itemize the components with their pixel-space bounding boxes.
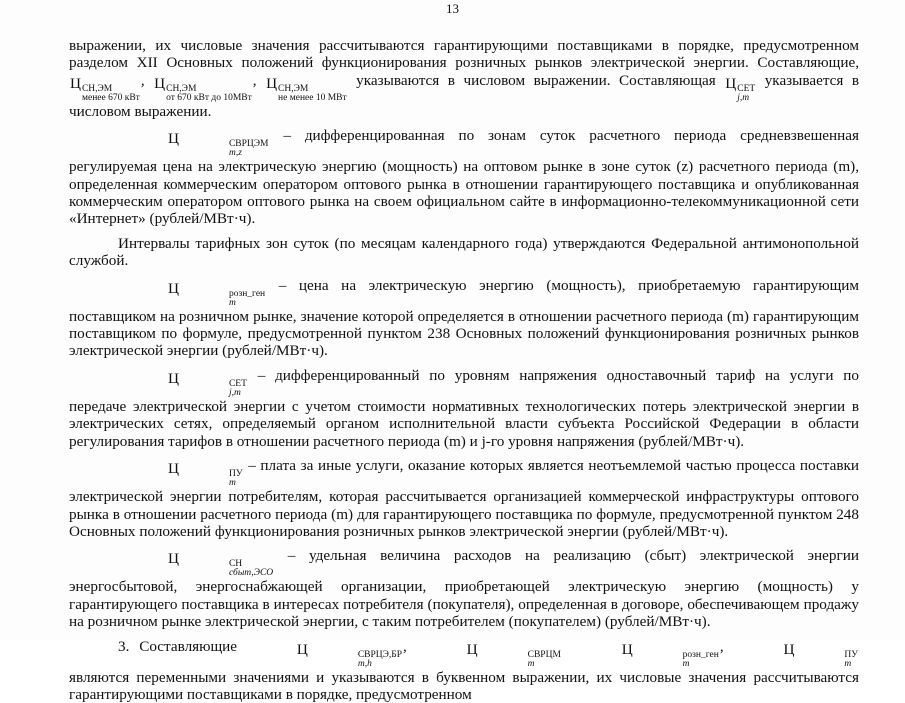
paragraph-text: 3. Составляющие <box>118 637 238 655</box>
paragraph-text: – дифференцированный по уровням напряжения одноставочный тариф на услуги по передаче электрической энергии с учетом стоимости нормативных технологических потерь электрической энергии в электрических сетях, определяемый органом исполнительной власти субъекта Российской Федерации в области регулирования тарифов в отношении расчетного периода (m) и j-го уровня напряжения (рублей/МВт·ч). <box>69 366 859 450</box>
formula-symbol: Ц ПУ m <box>168 460 243 489</box>
formula-symbol: Ц СН,ЭМ не менее 10 МВт <box>266 74 347 103</box>
definition-paragraph <box>69 277 859 360</box>
formula-symbol: Ц СВРЦЭМ m,z <box>168 130 269 159</box>
formula-symbol: Ц розн_ген m <box>621 640 719 669</box>
page-number: 13 <box>446 1 459 16</box>
document-body <box>69 37 859 703</box>
paragraph-text: выражении, их числовые значения рассчитываются гарантирующими поставщиками в порядке, предусмотренном разделом XII Основных положений функционирования розничных рынков электрической энергии. Составляющие, <box>69 37 859 72</box>
paragraph-text: указываются в числовом выражении. Составляющая <box>356 71 716 89</box>
formula-symbol: Ц СН сбыт,ЭСО <box>168 550 274 579</box>
paragraph-text: указывается в числовом выражении. <box>69 71 860 120</box>
formula-symbol: Ц СВРЦЭ,БР m,h <box>296 640 403 669</box>
formula-symbol: Ц СН,ЭМ от 670 кВт до 10МВт <box>154 74 252 103</box>
definition-paragraph <box>69 547 859 630</box>
formula-symbol: Ц СЕТ j,m <box>725 74 756 103</box>
paragraph-text: – цена на электрическую энергию (мощность), приобретаемую гарантирующим поставщиком на розничном рынке, значение которой определяется в отношении расчетного периода (m) гарантирующим поставщиком по формуле, предусмотренной пунктом 238 Основных положений функционирования розничных рынков электрической энергии (рублей/МВт·ч). <box>69 276 860 360</box>
paragraph-text: – дифференцированная по зонам суток расчетного периода средневзвешенная регулируемая цена на электрическую энергию (мощность) на оптовом рынке в зоне суток (z) расчетного периода (m), определенная коммерческим оператором оптового рынка в отношении гарантирующего поставщика и опубликованная коммерческим оператором оптового рынка на своем официальном сайте в информационно-телекоммуникационной сети «Интернет» (рублей/МВт·ч). <box>69 127 860 228</box>
paragraph-continuation: выражении, их числовые значения рассчитываются гарантирующими поставщиками в порядке, предусмотренном разделом XII Основных положений функционирования розничных рынков электрической энергии. Составляющие, Ц СН,ЭМ менее 670 кВт , Ц СН,ЭМ от 670 кВт до 10МВт , Ц СН,ЭМ не менее 10 МВт указываются в числовом выражении. Составляющая Ц СЕТ j,m указывается в числовом выражении. <box>69 37 860 120</box>
formula-symbol: Ц СН,ЭМ менее 670 кВт <box>70 74 140 103</box>
paragraph: Интервалы тарифных зон суток (по месяцам календарного года) утверждаются Федеральной антимонопольной службой. <box>69 234 859 270</box>
numbered-paragraph: 3. Составляющие Ц СВРЦЭ,БР m,h , Ц СВРЦМ m Ц розн_ген m , Ц ПУ m являются переменными значениями и указываются в буквенном выражении, их числовые значения рассчитываются гарантирующими поставщиками в порядке, предусмотренном <box>69 637 859 703</box>
paragraph-text: – удельная величина расходов на реализацию (сбыт) электрической энергии энергосбытовой, энергоснабжающей организации, приобретающей электрическую энергию (мощность) у гарантирующего поставщика в интересах потребителя (покупателя), определенная в договоре, обеспечивающем продажу на розничном рынке электрической энергии, с таким потребителем (покупателем) (рублей/МВт·ч). <box>69 547 860 631</box>
formula-symbol: Ц розн_ген m <box>168 279 266 308</box>
definition-paragraph <box>69 127 859 228</box>
paragraph-text: – плата за иные услуги, оказание которых является неотъемлемой частью процесса поставки электрической энергии потребителям, которая рассчитывается организацией коммерческой инфраструктуры оптового рынка в отношении расчетного периода (m) для гарантирующего поставщика по формуле, предусмотренной пунктом 248 Основных положений функционирования розничных рынков электрической энергии (рублей/МВт·ч). <box>69 457 860 540</box>
formula-symbol: Ц СЕТ j,m <box>168 369 247 398</box>
formula-symbol: Ц ПУ m <box>783 640 859 669</box>
paragraph-text: являются переменными значениями и указываются в буквенном выражении, их числовые значения рассчитываются гарантирующими поставщиками в порядке, предусмотренном <box>69 668 859 703</box>
definition-paragraph <box>69 457 859 540</box>
definition-paragraph <box>69 367 859 450</box>
formula-symbol: Ц СВРЦМ m <box>466 640 561 669</box>
